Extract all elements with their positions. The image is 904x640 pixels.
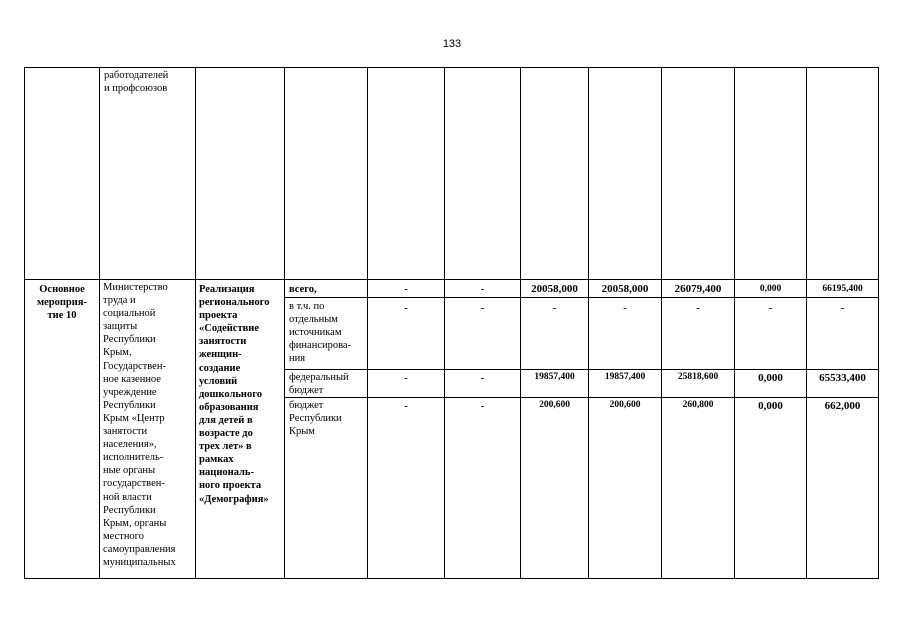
value-cell: 19857,400	[604, 372, 646, 382]
value-cell: 0,000	[758, 400, 783, 412]
executor-line: ные органы	[103, 465, 156, 477]
executor-line: защиты	[103, 321, 138, 333]
value-cell: 260,800	[682, 400, 714, 410]
value-cell: -	[840, 303, 845, 314]
value-cell: 20058,000	[531, 283, 578, 295]
funding-label-line: федеральный	[289, 372, 349, 383]
executor-line: Крым,	[103, 347, 132, 359]
funding-label-line: Крым	[289, 426, 315, 438]
project-line: для детей в	[199, 414, 253, 426]
executor-line: труда и	[103, 295, 136, 307]
executor-line: муниципальных	[103, 556, 176, 568]
value-cell: 65533,400	[819, 372, 866, 384]
executor-line: Министерство	[103, 282, 168, 293]
funding-label-by-source	[289, 300, 351, 365]
executor-line: Республики	[103, 399, 156, 411]
executor-line: Республики	[103, 334, 156, 346]
measure-title-line: тие 10	[47, 310, 77, 322]
executor-cell	[103, 281, 176, 569]
funding-label-line: бюджет	[289, 385, 324, 397]
value-cell: 25818,600	[677, 372, 719, 382]
project-line: образования	[199, 401, 259, 413]
project-line: трех лет» в	[199, 441, 252, 453]
value-cell: 200,600	[539, 400, 570, 410]
executor-line: занятости	[103, 426, 148, 438]
funding-label-line: отдельным	[289, 314, 338, 326]
project-line: возрасте до	[199, 428, 253, 440]
value-cell: -	[480, 401, 485, 412]
project-line: проекта	[199, 310, 238, 322]
value-cell: -	[404, 373, 408, 384]
value-cell: -	[480, 284, 485, 295]
value-cell: 66195,400	[822, 284, 863, 294]
executor-line: ное казенное	[103, 373, 161, 385]
funding-label-line: всего,	[289, 284, 317, 295]
executor-line: Республики	[103, 504, 156, 516]
project-line: условий	[199, 375, 238, 387]
value-cell: -	[480, 303, 485, 314]
value-cell: -	[404, 284, 408, 295]
value-cell: -	[404, 401, 408, 412]
project-line: ного проекта	[199, 480, 262, 492]
funding-label-line: ния	[289, 353, 306, 365]
project-line: дошкольного	[199, 388, 262, 400]
value-cell: 19857,400	[534, 372, 575, 382]
executor-line: населения»,	[103, 439, 157, 451]
executor-line: ной власти	[103, 491, 152, 503]
funding-label-republic	[289, 399, 342, 438]
project-cell	[199, 283, 269, 506]
value-cell: -	[404, 303, 408, 314]
executor-line: исполнитель-	[103, 452, 164, 464]
measure-title-line: Основное	[39, 284, 85, 295]
project-line: «Содействие	[199, 323, 260, 335]
measure-title-cell	[26, 283, 98, 322]
value-cell: -	[696, 303, 700, 314]
value-cell: 26079,400	[674, 283, 722, 295]
project-line: регионального	[199, 297, 270, 309]
project-line: националь-	[199, 467, 254, 479]
funding-label-federal	[289, 371, 349, 397]
funding-label-line: в т.ч. по	[289, 301, 325, 312]
page-number: 133	[442, 38, 462, 50]
executor-line: государствен-	[103, 478, 165, 490]
funding-label-line: финансирова-	[289, 340, 352, 352]
project-line: «Демография»	[199, 493, 269, 505]
executor-line: учреждение	[103, 386, 157, 398]
measure-title-line: мероприя-	[36, 297, 88, 309]
funding-label-line: Республики	[289, 413, 342, 425]
value-cell: 20058,000	[601, 283, 649, 295]
funding-label-total	[289, 283, 317, 296]
executor-line: Крым, органы	[103, 517, 167, 529]
project-line: занятости	[199, 336, 247, 348]
value-cell: -	[480, 373, 485, 384]
funding-label-line: бюджет	[289, 400, 324, 411]
value-cell: -	[623, 303, 627, 314]
project-line: рамках	[199, 454, 234, 466]
executor-line: социальной	[103, 308, 156, 320]
project-line: создание	[199, 362, 241, 374]
funding-label-line: источникам	[289, 327, 342, 339]
executor-line: Крым «Центр	[103, 412, 165, 424]
value-cell: 200,600	[609, 400, 641, 410]
continuation-cell	[104, 69, 168, 95]
value-cell: -	[768, 303, 773, 314]
executor-line: Государствен-	[103, 360, 166, 372]
continuation-line: работодателей	[104, 70, 169, 81]
project-line: Реализация	[199, 284, 255, 295]
executor-line: местного	[103, 530, 144, 542]
project-line: женщин-	[199, 349, 242, 361]
value-cell: 0,000	[759, 284, 782, 294]
continuation-line: и профсоюзов	[104, 83, 168, 95]
value-cell: 662,000	[824, 400, 861, 412]
value-cell: -	[552, 303, 557, 314]
executor-line: самоуправления	[103, 543, 176, 555]
value-cell: 0,000	[758, 372, 783, 384]
